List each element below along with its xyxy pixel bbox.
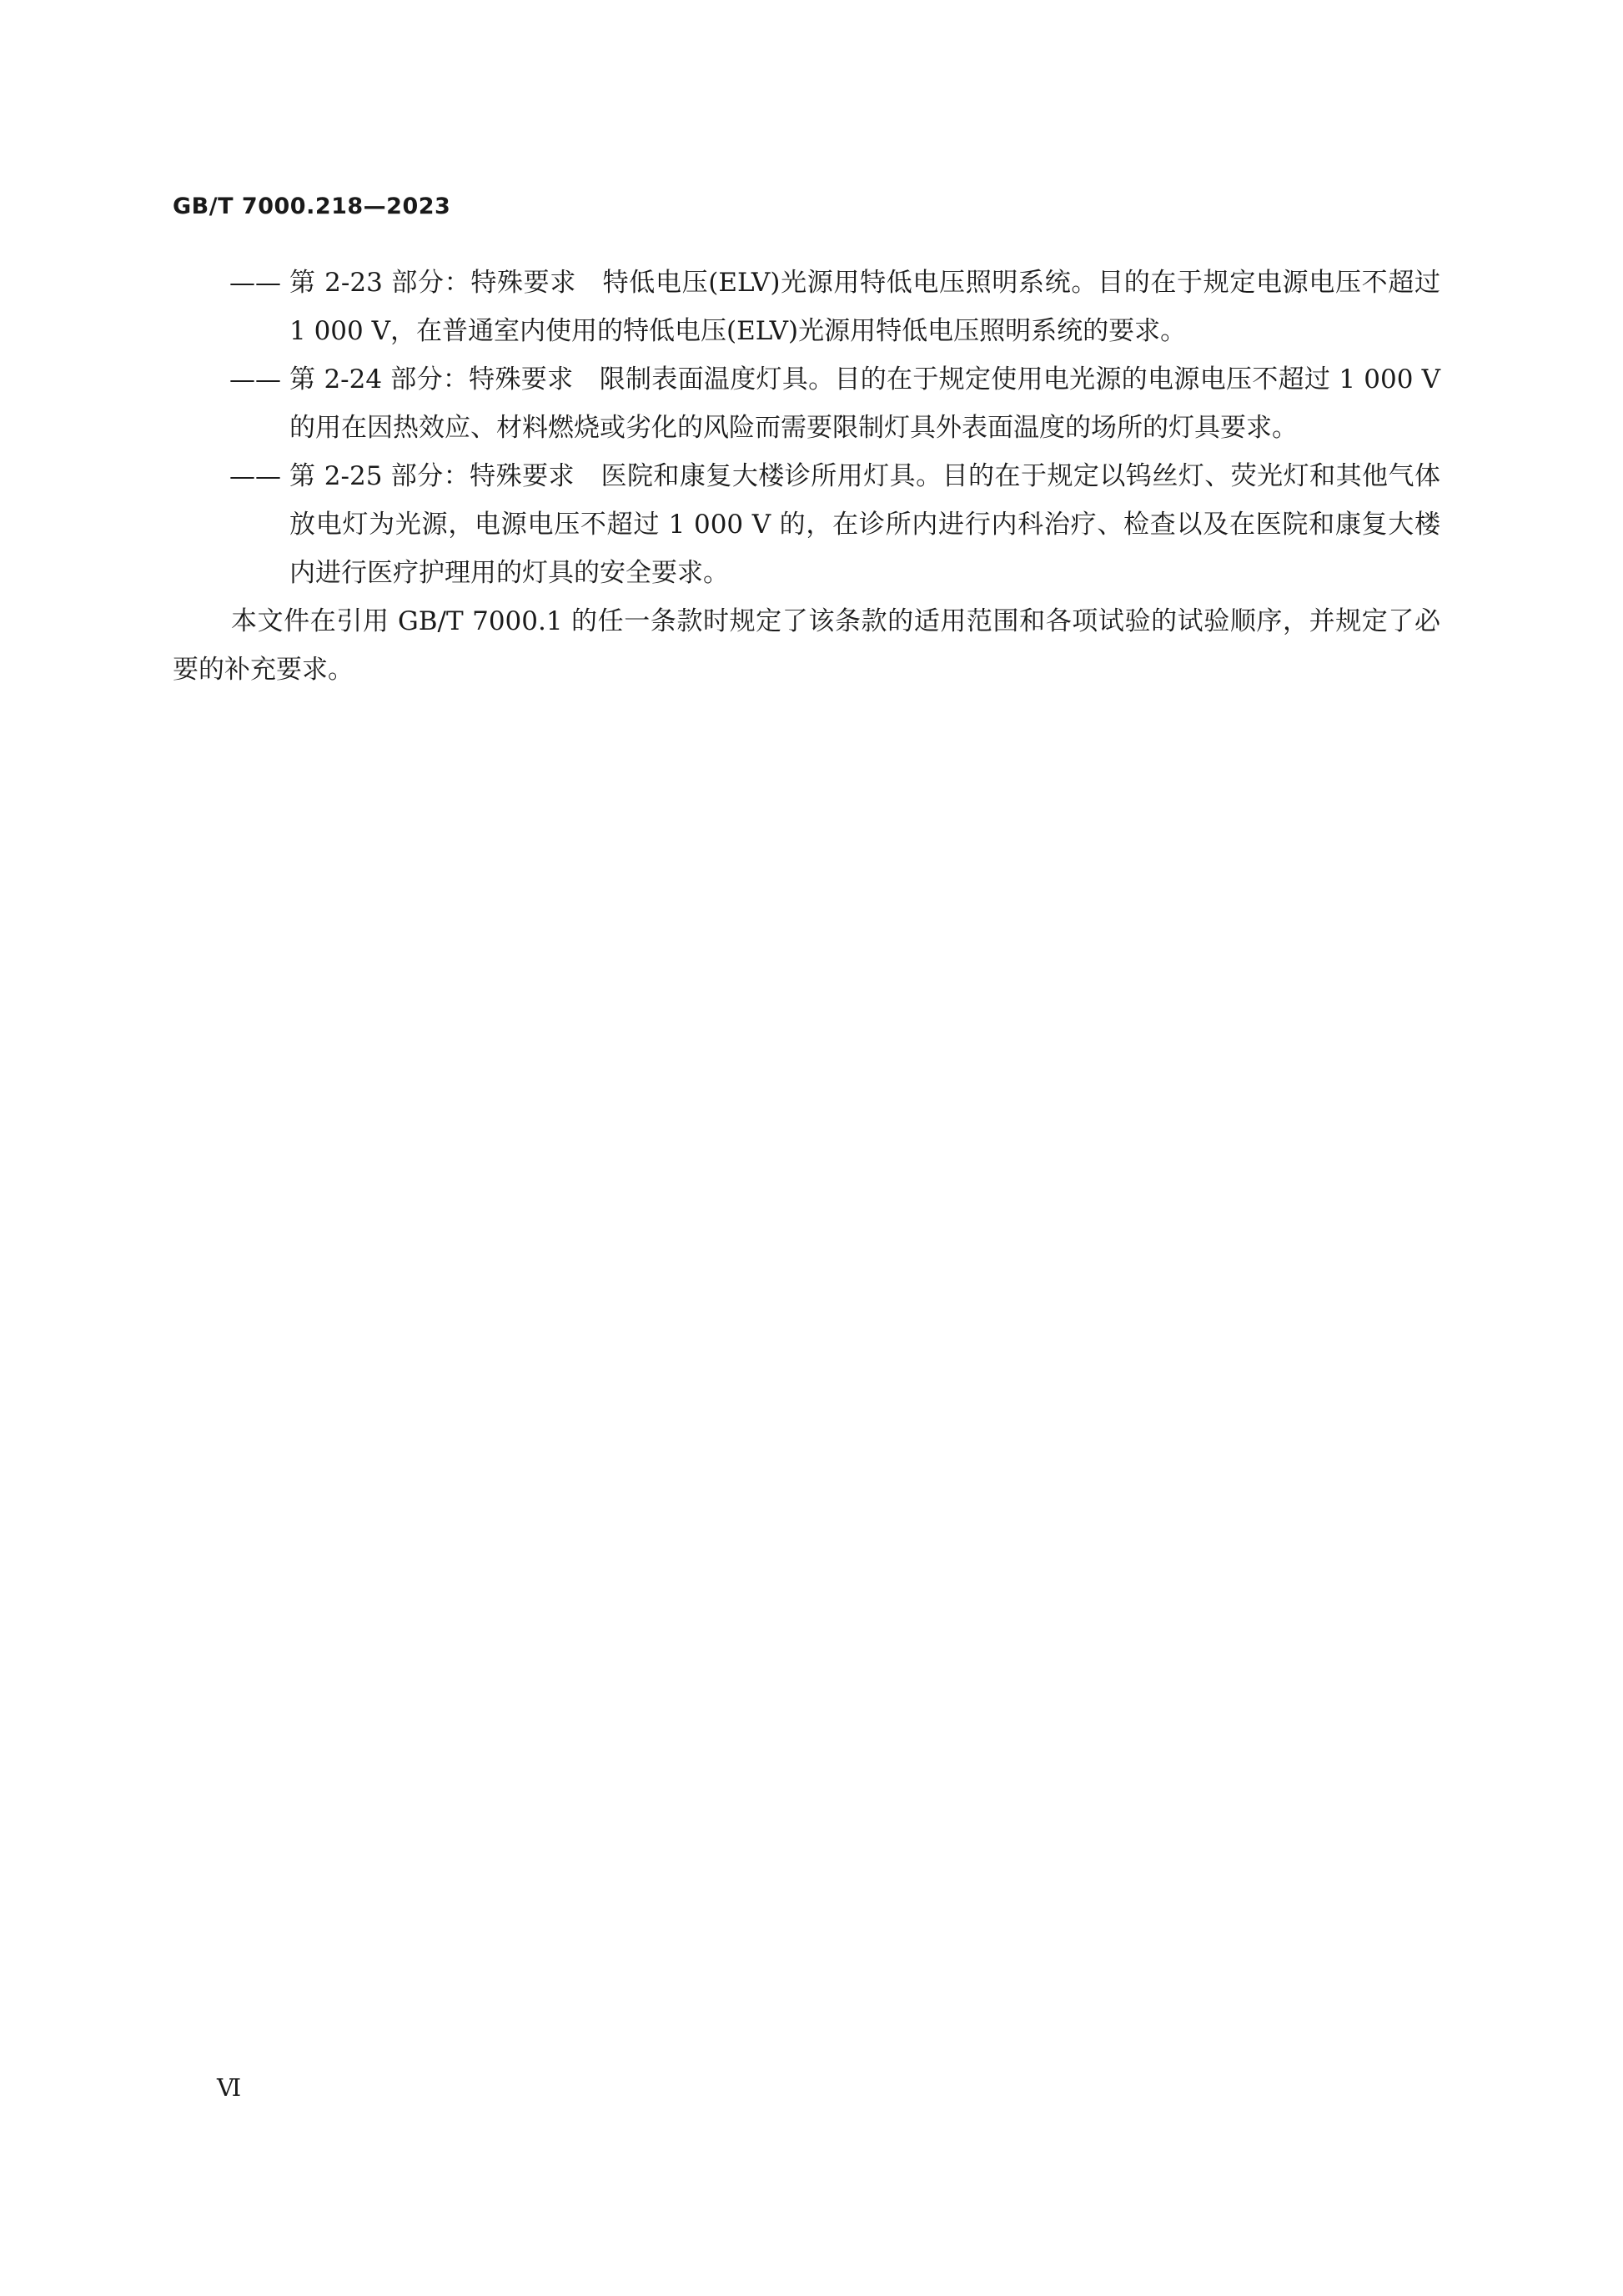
document-body xyxy=(173,259,1440,694)
list-item xyxy=(173,259,1440,355)
closing-paragraph: 本文件在引用 GB/T 7000.1 的任一条款时规定了该条款的适用范围和各项试验的试验顺序，并规定了必要的补充要求。 xyxy=(173,606,1440,685)
list-item-text: 第 2-24 部分：特殊要求 限制表面温度灯具。目的在于规定使用电光源的电源电压不超过 1 000 V的用在因热效应、材料燃烧或劣化的风险而需要限制灯具外表面温度的场所的灯具要求。 xyxy=(289,364,1440,443)
list-dash: —— xyxy=(229,461,281,491)
page-number: Ⅵ xyxy=(217,2073,242,2102)
document-code: GB/T 7000.218—2023 xyxy=(173,193,451,219)
list-item xyxy=(173,355,1440,452)
list-dash: —— xyxy=(229,268,281,298)
list-dash: —— xyxy=(229,364,281,394)
list-item xyxy=(173,452,1440,597)
list-item-text: 第 2-23 部分：特殊要求 特低电压(ELV)光源用特低电压照明系统。目的在于规定电源电压不超过 1 000 V，在普通室内使用的特低电压(ELV)光源用特低电压照明系统的要求。 xyxy=(289,268,1440,346)
list-item-text: 第 2-25 部分：特殊要求 医院和康复大楼诊所用灯具。目的在于规定以钨丝灯、荧光灯和其他气体放电灯为光源，电源电压不超过 1 000 V 的，在诊所内进行内科治疗、检查以及在医院和康复大楼内进行医疗护理用的灯具的安全要求。 xyxy=(289,461,1440,588)
